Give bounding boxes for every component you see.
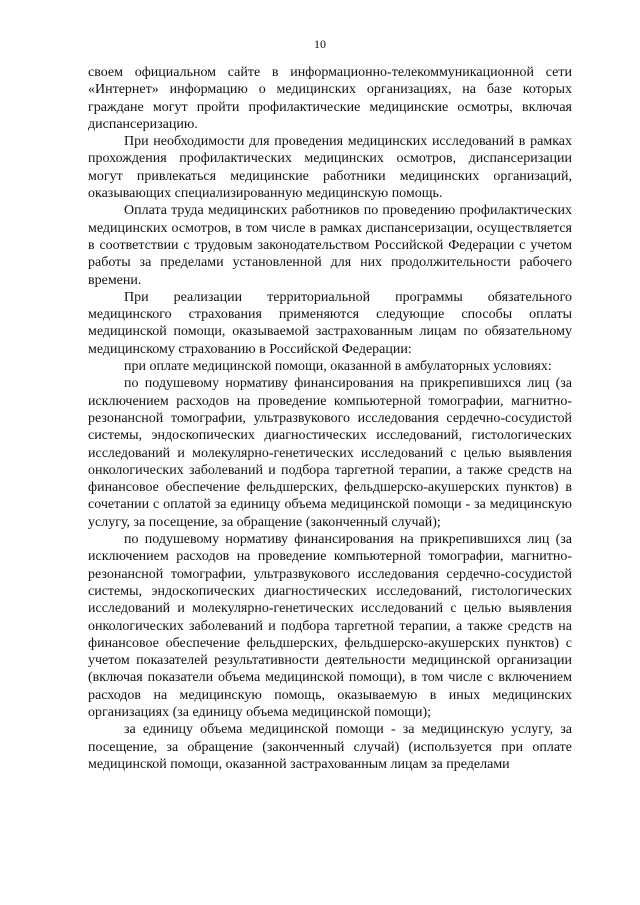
paragraph: по подушевому нормативу финансирования на прикрепившихся лиц (за исключением расходов на проведение компьютерной томографии, магнитно-резонансной томографии, ультразвукового исследования сердечно-сосудистой системы, эндоскопических диагностических исследований, гистологических исследований и молекулярно-генетических исследований с целью выявления онкологических заболеваний и подбора таргетной терапии, а также средств на финансовое обеспечение фельдшерских, фельдшерско-акушерских пунктов) в сочетании с оплатой за единицу объема медицинской помощи - за медицинскую услугу, за посещение, за обращение (законченный случай); bbox=[88, 376, 572, 530]
paragraph: своем официальном сайте в информационно-телекоммуникационной сети «Интернет» информацию о медицинских организациях, на базе которых граждане могут пройти профилактические медицинские осмотры, включая диспансеризацию. bbox=[88, 65, 572, 132]
page-number: 10 bbox=[314, 37, 326, 51]
paragraph: за единицу объема медицинской помощи - за медицинскую услугу, за посещение, за обращение (законченный случай) (используется при оплате медицинской помощи, оказанной застрахованным лицам за пределами bbox=[88, 722, 572, 772]
paragraph: При реализации территориальной программы обязательного медицинского страхования применяются следующие способы оплаты медицинской помощи, оказываемой застрахованным лицам по обязательному медицинскому страхованию в Российской Федерации: bbox=[88, 289, 572, 357]
paragraph: При необходимости для проведения медицинских исследований в рамках прохождения профилактических медицинских осмотров, диспансеризации могут привлекаться медицинские работники медицинских организаций, оказывающих специализированную медицинскую помощь. bbox=[88, 134, 572, 202]
document-body bbox=[88, 64, 572, 773]
paragraph: при оплате медицинской помощи, оказанной в амбулаторных условиях: bbox=[124, 359, 552, 375]
paragraph: Оплата труда медицинских работников по проведению профилактических медицинских осмотров, в том числе в рамках диспансеризации, осуществляется в соответствии с трудовым законодательством Российской Федерации с учетом работы за пределами установленной для них продолжительности рабочего времени. bbox=[88, 203, 572, 288]
paragraph: по подушевому нормативу финансирования на прикрепившихся лиц (за исключением расходов на проведение компьютерной томографии, магнитно-резонансной томографии, ультразвукового исследования сердечно-сосудистой системы, эндоскопических диагностических исследований, гистологических исследований и молекулярно-генетических исследований с целью выявления онкологических заболеваний и подбора таргетной терапии, а также средств на финансовое обеспечение фельдшерских, фельдшерско-акушерских пунктов) с учетом показателей результативности деятельности медицинской организации (включая показатели объема медицинской помощи), в том числе с включением расходов на медицинскую помощь, оказываемую в иных медицинских организациях (за единицу объема медицинской помощи); bbox=[88, 532, 572, 720]
